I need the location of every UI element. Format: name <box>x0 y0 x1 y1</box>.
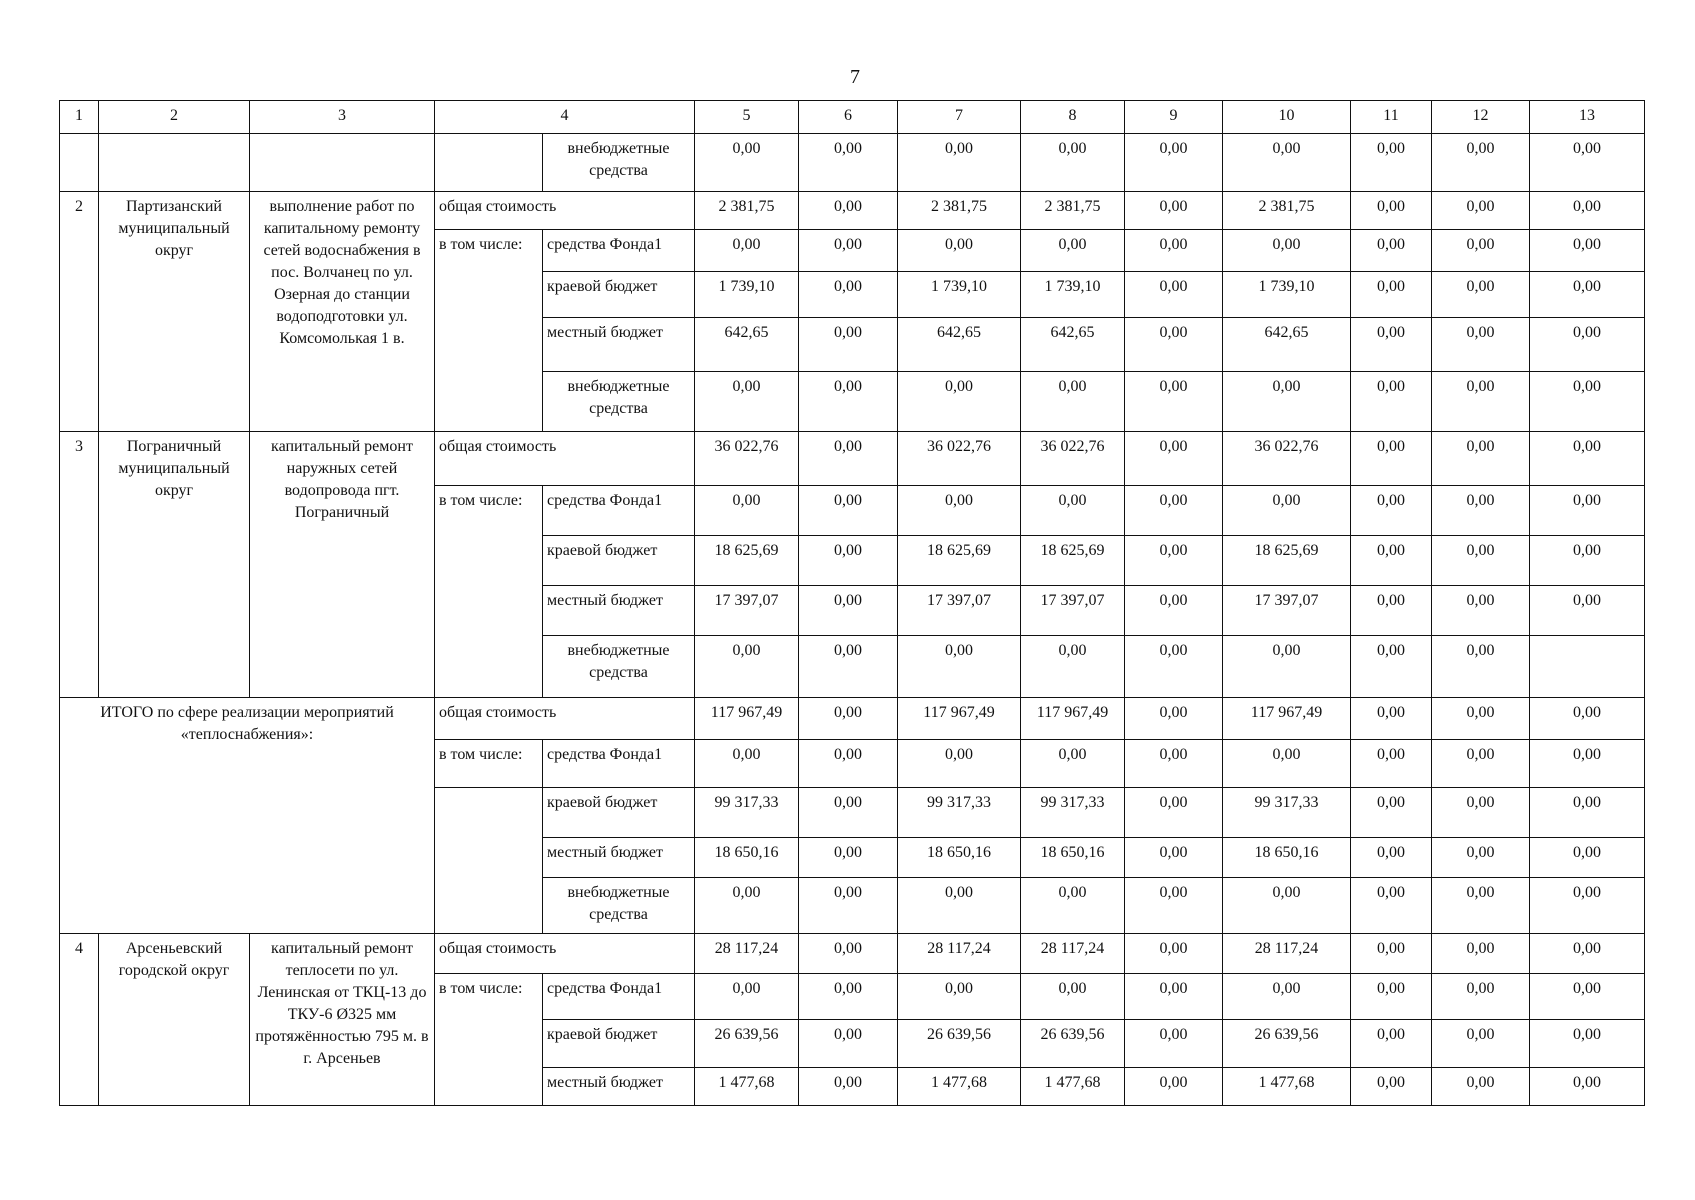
value-cell: 0,00 <box>1432 272 1530 318</box>
value-cell: 0,00 <box>1530 432 1645 486</box>
district-name: Арсеньевский городской округ <box>99 934 250 1106</box>
value-cell: 0,00 <box>1351 432 1432 486</box>
table-row <box>60 698 1645 740</box>
value-cell: 0,00 <box>1351 934 1432 974</box>
col-header-3: 3 <box>250 101 435 134</box>
label-regional: краевой бюджет <box>543 536 695 586</box>
value-cell: 0,00 <box>1125 432 1223 486</box>
district-name: Пограничный муниципальный округ <box>99 432 250 698</box>
value-cell: 18 650,16 <box>695 838 799 878</box>
label-local: местный бюджет <box>543 318 695 372</box>
value-cell: 28 117,24 <box>898 934 1021 974</box>
label-local: местный бюджет <box>543 838 695 878</box>
budget-table <box>59 100 1645 1106</box>
value-cell: 0,00 <box>1351 788 1432 838</box>
value-cell: 99 317,33 <box>695 788 799 838</box>
value-cell: 28 117,24 <box>1223 934 1351 974</box>
value-cell: 0,00 <box>799 698 898 740</box>
value-cell: 0,00 <box>1530 134 1645 192</box>
value-cell: 2 381,75 <box>1021 192 1125 230</box>
value-cell: 0,00 <box>1125 878 1223 934</box>
value-cell <box>1530 636 1645 698</box>
value-cell: 0,00 <box>1432 318 1530 372</box>
value-cell: 18 625,69 <box>1021 536 1125 586</box>
value-cell: 26 639,56 <box>1021 1020 1125 1068</box>
value-cell: 1 739,10 <box>1021 272 1125 318</box>
value-cell: 0,00 <box>695 740 799 788</box>
page-number: 7 <box>850 66 860 88</box>
value-cell: 0,00 <box>1530 934 1645 974</box>
value-cell: 0,00 <box>1432 838 1530 878</box>
value-cell: 0,00 <box>1223 230 1351 272</box>
value-cell: 0,00 <box>1351 230 1432 272</box>
value-cell: 0,00 <box>1432 1020 1530 1068</box>
value-cell: 0,00 <box>799 536 898 586</box>
value-cell: 0,00 <box>799 318 898 372</box>
value-cell: 0,00 <box>799 432 898 486</box>
value-cell: 0,00 <box>799 1020 898 1068</box>
value-cell: 0,00 <box>1223 974 1351 1020</box>
value-cell: 0,00 <box>898 740 1021 788</box>
value-cell: 0,00 <box>1125 838 1223 878</box>
label-fund: средства Фонда1 <box>543 974 695 1020</box>
value-cell: 0,00 <box>1432 974 1530 1020</box>
label-total: общая стоимость <box>435 192 695 230</box>
label-local: местный бюджет <box>543 1068 695 1106</box>
value-cell: 18 625,69 <box>1223 536 1351 586</box>
col-header-6: 6 <box>799 101 898 134</box>
value-cell: 0,00 <box>1530 536 1645 586</box>
value-cell: 0,00 <box>799 838 898 878</box>
value-cell: 36 022,76 <box>1223 432 1351 486</box>
value-cell: 0,00 <box>799 974 898 1020</box>
col-header-13: 13 <box>1530 101 1645 134</box>
value-cell: 0,00 <box>1125 698 1223 740</box>
value-cell: 0,00 <box>1125 740 1223 788</box>
value-cell: 0,00 <box>799 878 898 934</box>
value-cell: 0,00 <box>695 230 799 272</box>
value-cell: 0,00 <box>1223 372 1351 432</box>
value-cell: 99 317,33 <box>1021 788 1125 838</box>
value-cell: 1 739,10 <box>898 272 1021 318</box>
value-cell: 0,00 <box>1021 974 1125 1020</box>
value-cell: 28 117,24 <box>695 934 799 974</box>
value-cell: 0,00 <box>1432 230 1530 272</box>
value-cell: 0,00 <box>1125 788 1223 838</box>
label-extra: внебюджетные средства <box>543 372 695 432</box>
value-cell: 0,00 <box>1351 698 1432 740</box>
col-header-11: 11 <box>1351 101 1432 134</box>
value-cell: 28 117,24 <box>1021 934 1125 974</box>
district-name: Партизанский муниципальный округ <box>99 192 250 432</box>
value-cell: 0,00 <box>1432 432 1530 486</box>
value-cell: 0,00 <box>1351 974 1432 1020</box>
value-cell: 0,00 <box>898 230 1021 272</box>
value-cell: 0,00 <box>799 192 898 230</box>
value-cell: 0,00 <box>1351 1068 1432 1106</box>
value-cell: 0,00 <box>1351 636 1432 698</box>
num-cell <box>60 134 99 192</box>
value-cell: 0,00 <box>799 486 898 536</box>
value-cell: 0,00 <box>1530 586 1645 636</box>
value-cell: 0,00 <box>695 486 799 536</box>
value-cell: 1 739,10 <box>695 272 799 318</box>
value-cell: 99 317,33 <box>898 788 1021 838</box>
col-header-2: 2 <box>99 101 250 134</box>
value-cell: 117 967,49 <box>898 698 1021 740</box>
value-cell: 18 650,16 <box>898 838 1021 878</box>
table-row <box>60 134 1645 192</box>
label-including: в том числе: <box>435 486 543 698</box>
value-cell: 0,00 <box>1125 372 1223 432</box>
value-cell: 0,00 <box>1351 838 1432 878</box>
value-cell: 0,00 <box>1530 698 1645 740</box>
col-header-8: 8 <box>1021 101 1125 134</box>
label-including: в том числе: <box>435 230 543 432</box>
value-cell: 18 650,16 <box>1223 838 1351 878</box>
value-cell: 0,00 <box>1351 536 1432 586</box>
label-regional: краевой бюджет <box>543 1020 695 1068</box>
value-cell: 0,00 <box>1125 230 1223 272</box>
value-cell: 0,00 <box>1223 878 1351 934</box>
value-cell: 0,00 <box>1351 372 1432 432</box>
value-cell: 0,00 <box>1351 486 1432 536</box>
value-cell: 0,00 <box>1125 934 1223 974</box>
header-row <box>60 101 1645 134</box>
value-cell: 0,00 <box>1530 372 1645 432</box>
row-number: 2 <box>60 192 99 432</box>
value-cell: 0,00 <box>695 372 799 432</box>
value-cell: 0,00 <box>898 486 1021 536</box>
value-cell: 0,00 <box>898 878 1021 934</box>
value-cell: 642,65 <box>695 318 799 372</box>
group-cell <box>435 134 543 192</box>
value-cell: 0,00 <box>1530 1068 1645 1106</box>
row-number: 3 <box>60 432 99 698</box>
value-cell: 117 967,49 <box>695 698 799 740</box>
label-extra: внебюджетные средства <box>543 134 695 192</box>
value-cell: 0,00 <box>1125 192 1223 230</box>
table-row <box>60 192 1645 230</box>
value-cell: 0,00 <box>1351 878 1432 934</box>
label-including: в том числе: <box>435 740 543 788</box>
value-cell: 0,00 <box>1530 838 1645 878</box>
value-cell: 0,00 <box>1351 272 1432 318</box>
value-cell: 99 317,33 <box>1223 788 1351 838</box>
value-cell: 0,00 <box>1021 486 1125 536</box>
value-cell: 0,00 <box>1530 1020 1645 1068</box>
value-cell: 0,00 <box>898 974 1021 1020</box>
value-cell: 18 625,69 <box>898 536 1021 586</box>
value-cell: 642,65 <box>898 318 1021 372</box>
value-cell: 26 639,56 <box>1223 1020 1351 1068</box>
col-header-10: 10 <box>1223 101 1351 134</box>
value-cell: 0,00 <box>898 372 1021 432</box>
value-cell: 0,00 <box>898 636 1021 698</box>
value-cell: 0,00 <box>1125 586 1223 636</box>
value-cell: 0,00 <box>1530 318 1645 372</box>
value-cell: 17 397,07 <box>695 586 799 636</box>
label-fund: средства Фонда1 <box>543 740 695 788</box>
value-cell: 0,00 <box>1125 636 1223 698</box>
value-cell: 0,00 <box>1223 740 1351 788</box>
value-cell: 2 381,75 <box>898 192 1021 230</box>
label-total: общая стоимость <box>435 934 695 974</box>
label-extra: внебюджетные средства <box>543 636 695 698</box>
col-header-12: 12 <box>1432 101 1530 134</box>
label-fund: средства Фонда1 <box>543 486 695 536</box>
value-cell: 0,00 <box>1432 698 1530 740</box>
value-cell: 0,00 <box>799 134 898 192</box>
value-cell: 0,00 <box>1125 272 1223 318</box>
value-cell: 117 967,49 <box>1223 698 1351 740</box>
label-local: местный бюджет <box>543 586 695 636</box>
value-cell: 36 022,76 <box>1021 432 1125 486</box>
value-cell: 0,00 <box>1351 134 1432 192</box>
value-cell: 0,00 <box>1351 318 1432 372</box>
value-cell: 0,00 <box>799 272 898 318</box>
value-cell: 0,00 <box>1530 878 1645 934</box>
value-cell: 0,00 <box>799 788 898 838</box>
value-cell: 0,00 <box>1021 878 1125 934</box>
value-cell: 0,00 <box>695 636 799 698</box>
value-cell: 0,00 <box>1530 486 1645 536</box>
value-cell: 0,00 <box>1021 230 1125 272</box>
value-cell: 0,00 <box>1125 1068 1223 1106</box>
col-header-4: 4 <box>435 101 695 134</box>
value-cell: 0,00 <box>1021 372 1125 432</box>
value-cell: 0,00 <box>1125 974 1223 1020</box>
value-cell: 2 381,75 <box>1223 192 1351 230</box>
label-including: в том числе: <box>435 974 543 1106</box>
value-cell: 0,00 <box>1432 536 1530 586</box>
value-cell: 0,00 <box>1021 134 1125 192</box>
value-cell: 0,00 <box>1351 192 1432 230</box>
value-cell: 0,00 <box>799 372 898 432</box>
value-cell: 0,00 <box>898 134 1021 192</box>
work-description: капитальный ремонт наружных сетей водопровода пгт. Пограничный <box>250 432 435 698</box>
work-description: капитальный ремонт теплосети по ул. Ленинская от ТКЦ-13 до ТКУ-6 Ø325 мм протяжённостью 795 м. в г. Арсеньев <box>250 934 435 1106</box>
value-cell: 1 477,68 <box>898 1068 1021 1106</box>
value-cell: 0,00 <box>1351 1020 1432 1068</box>
value-cell: 0,00 <box>1125 134 1223 192</box>
value-cell: 0,00 <box>1432 636 1530 698</box>
value-cell: 0,00 <box>799 586 898 636</box>
value-cell: 0,00 <box>1351 740 1432 788</box>
label-regional: краевой бюджет <box>543 272 695 318</box>
label-fund: средства Фонда1 <box>543 230 695 272</box>
value-cell: 0,00 <box>1021 740 1125 788</box>
district-cell <box>99 134 250 192</box>
label-total: общая стоимость <box>435 698 695 740</box>
label-regional: краевой бюджет <box>543 788 695 838</box>
value-cell: 18 625,69 <box>695 536 799 586</box>
value-cell: 0,00 <box>1432 934 1530 974</box>
total-label: ИТОГО по сфере реализации мероприятий «теплоснабжения»: <box>60 698 435 934</box>
value-cell: 0,00 <box>1125 536 1223 586</box>
label-extra: внебюджетные средства <box>543 878 695 934</box>
value-cell: 0,00 <box>1125 1020 1223 1068</box>
value-cell: 0,00 <box>799 1068 898 1106</box>
value-cell: 1 477,68 <box>695 1068 799 1106</box>
col-header-7: 7 <box>898 101 1021 134</box>
value-cell: 0,00 <box>1021 636 1125 698</box>
value-cell: 26 639,56 <box>898 1020 1021 1068</box>
value-cell: 0,00 <box>1125 486 1223 536</box>
value-cell: 117 967,49 <box>1021 698 1125 740</box>
value-cell: 0,00 <box>799 740 898 788</box>
value-cell: 18 650,16 <box>1021 838 1125 878</box>
label-total: общая стоимость <box>435 432 695 486</box>
row-number: 4 <box>60 934 99 1106</box>
value-cell: 0,00 <box>695 878 799 934</box>
value-cell: 0,00 <box>1432 878 1530 934</box>
value-cell: 0,00 <box>1530 740 1645 788</box>
col-header-9: 9 <box>1125 101 1223 134</box>
value-cell: 0,00 <box>1432 192 1530 230</box>
value-cell: 1 477,68 <box>1223 1068 1351 1106</box>
value-cell: 0,00 <box>1432 586 1530 636</box>
value-cell: 36 022,76 <box>695 432 799 486</box>
value-cell: 17 397,07 <box>1021 586 1125 636</box>
value-cell: 0,00 <box>1223 486 1351 536</box>
value-cell: 0,00 <box>1432 372 1530 432</box>
group-cell <box>435 788 543 934</box>
value-cell: 0,00 <box>799 230 898 272</box>
value-cell: 0,00 <box>1432 486 1530 536</box>
value-cell: 642,65 <box>1021 318 1125 372</box>
value-cell: 2 381,75 <box>695 192 799 230</box>
value-cell: 0,00 <box>1432 134 1530 192</box>
value-cell: 0,00 <box>1432 788 1530 838</box>
value-cell: 0,00 <box>1530 974 1645 1020</box>
value-cell: 0,00 <box>799 636 898 698</box>
value-cell: 0,00 <box>695 134 799 192</box>
value-cell: 0,00 <box>1125 318 1223 372</box>
value-cell: 0,00 <box>1223 636 1351 698</box>
value-cell: 0,00 <box>1530 788 1645 838</box>
value-cell: 0,00 <box>1351 586 1432 636</box>
value-cell: 17 397,07 <box>1223 586 1351 636</box>
table-row <box>60 934 1645 974</box>
value-cell: 0,00 <box>1432 1068 1530 1106</box>
value-cell: 0,00 <box>695 974 799 1020</box>
value-cell: 36 022,76 <box>898 432 1021 486</box>
value-cell: 0,00 <box>1223 134 1351 192</box>
value-cell: 17 397,07 <box>898 586 1021 636</box>
table-row <box>60 432 1645 486</box>
value-cell: 0,00 <box>799 934 898 974</box>
value-cell: 642,65 <box>1223 318 1351 372</box>
value-cell: 1 477,68 <box>1021 1068 1125 1106</box>
col-header-5: 5 <box>695 101 799 134</box>
work-cell <box>250 134 435 192</box>
value-cell: 26 639,56 <box>695 1020 799 1068</box>
value-cell: 1 739,10 <box>1223 272 1351 318</box>
work-description: выполнение работ по капитальному ремонту сетей водоснабжения в пос. Волчанец по ул. Озерная до станции водоподготовки ул. Комсомолькая 1 в. <box>250 192 435 432</box>
col-header-1: 1 <box>60 101 99 134</box>
value-cell: 0,00 <box>1530 272 1645 318</box>
value-cell: 0,00 <box>1432 740 1530 788</box>
value-cell: 0,00 <box>1530 230 1645 272</box>
value-cell: 0,00 <box>1530 192 1645 230</box>
